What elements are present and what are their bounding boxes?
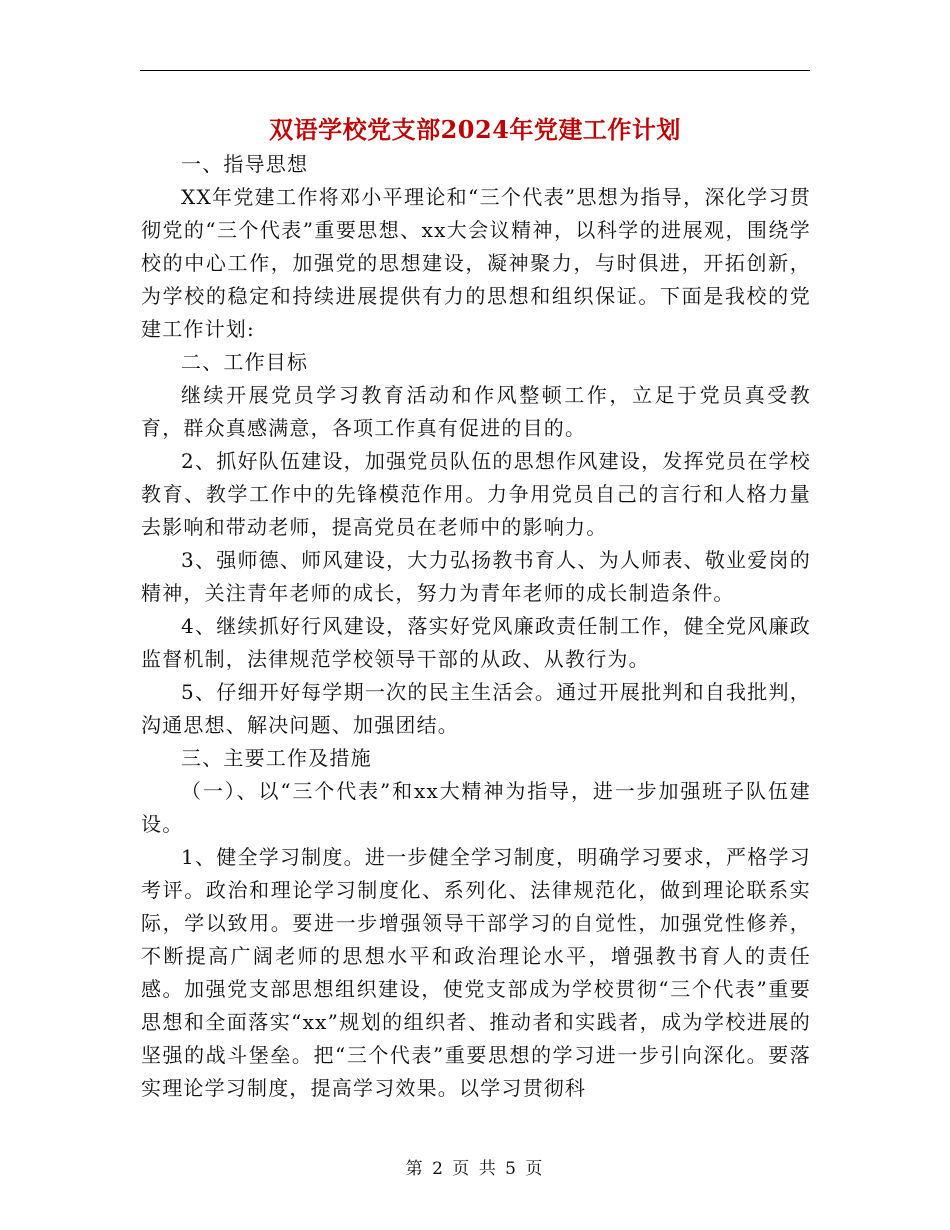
paragraph-goal-3: 3、强师德、师风建设，大力弘扬教书育人、为人师表、敬业爱岗的精神，关注青年老师的成长，努力为青年老师的成长制造条件。 [141, 548, 811, 605]
page-number-footer: 第 2 页 共 5 页 [405, 1159, 545, 1179]
paragraph-measure-1-heading: （一）、以“三个代表”和xx大精神为指导，进一步加强班子队伍建设。 [141, 779, 811, 836]
paragraph-goal-4: 4、继续抓好行风建设，落实好党风廉政责任制工作，健全党风廉政监督机制，法律规范学校领导干部的从政、从教行为。 [141, 614, 811, 671]
section-heading-3: 三、主要工作及措施 [181, 746, 372, 770]
section-heading-1: 一、指导思想 [181, 152, 309, 176]
document-body [141, 148, 811, 1105]
paragraph-goal-intro: 继续开展党员学习教育活动和作风整顿工作，立足于党员真受教育，群众真感满意，各项工作真有促进的目的。 [141, 383, 811, 440]
paragraph-measure-1-1: 1、健全学习制度。进一步健全学习制度，明确学习要求，严格学习考评。政治和理论学习制度化、系列化、法律规范化，做到理论联系实际，学以致用。要进一步增强领导干部学习的自觉性，加强党性修养，不断提高广阔老师的思想水平和政治理论水平，增强教书育人的责任感。加强党支部思想组织建设，使党支部成为学校贯彻“三个代表”重要思想和全面落实“xx”规划的组织者、推动者和实践者，成为学校进展的坚强的战斗堡垒。把“三个代表”重要思想的学习进一步引向深化。要落实理论学习制度，提高学习效果。以学习贯彻科 [141, 845, 811, 1100]
document-title: 双语学校党支部2024年党建工作计划 [269, 115, 681, 144]
header-rule [140, 70, 810, 71]
paragraph-goal-2: 2、抓好队伍建设，加强党员队伍的思想作风建设，发挥党员在学校教育、教学工作中的先锋模范作用。力争用党员自己的言行和人格力量去影响和带动老师，提高党员在老师中的影响力。 [141, 449, 811, 539]
paragraph-goal-5: 5、仔细开好每学期一次的民主生活会。通过开展批判和自我批判，沟通思想、解决问题、加强团结。 [141, 680, 811, 737]
paragraph-guiding-thought: XX年党建工作将邓小平理论和“三个代表”思想为指导，深化学习贯彻党的“三个代表”重要思想、xx大会议精神，以科学的进展观，围绕学校的中心工作，加强党的思想建设，凝神聚力，与时俱进，开拓创新，为学校的稳定和持续进展提供有力的思想和组织保证。下面是我校的党建工作计划: [141, 185, 811, 341]
section-heading-2: 二、工作目标 [181, 350, 309, 374]
